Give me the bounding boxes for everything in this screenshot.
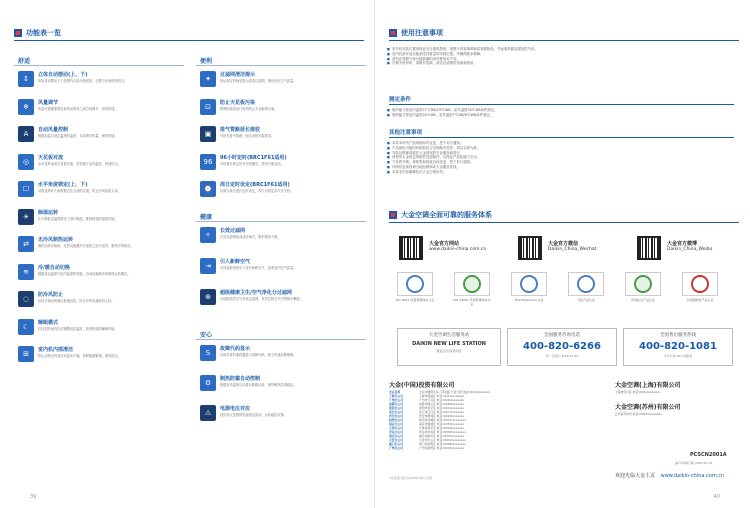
feature-item [18, 346, 173, 362]
category-heading: 安心 [200, 332, 213, 339]
note-item: ■ 请使用大金指定的配件及选购件，以保证产品性能与安全。 [387, 155, 737, 160]
feature-icon: ⚙ [200, 375, 216, 391]
feature-description: 风向自动摆动上下范围内自如分配送风，让整个房间舒适均匀。 [38, 79, 128, 83]
office-city: 成都分公司 [389, 402, 403, 406]
feature-icon: ◎ [18, 154, 34, 170]
office-city: 青岛分公司 [389, 430, 403, 434]
note-item: ■ 室外机安装位置请保证充分通风散热，周围不得有障碍物或易燃物品，并远离热源及腐蚀性气体。 [387, 47, 737, 52]
note-item: ■ 请勿在易燃气体可能泄漏的场所使用本产品。 [387, 57, 737, 62]
footer-note: *本目录内容以2020年10月为准 [389, 476, 432, 480]
company-shanghai-address: 上海市闵行区 电话:(021)xxxxxxxx [615, 390, 660, 394]
office-address: 成都市锦江区 电话:(028)xxxxxxxx [419, 402, 464, 406]
website-link[interactable]: www.daikin-china.com.cn [660, 473, 725, 479]
feature-title: 自动风量控制 [38, 127, 69, 133]
feature-icon: ↕ [18, 71, 34, 87]
notice-list [387, 47, 737, 66]
feature-icon: ◌ [18, 291, 34, 307]
feature-title: 无冷风制热运转 [38, 237, 74, 243]
section-mark-icon [389, 211, 397, 219]
feature-title: 引入新鲜空气 [220, 259, 251, 265]
feature-item [18, 99, 173, 115]
office-address: 厦门市思明区 电话:(0592)xxxxxxxx [419, 442, 466, 446]
feature-item [18, 181, 173, 197]
feature-icon: ✧ [200, 227, 216, 243]
conditions-list [387, 108, 737, 118]
office-list [389, 390, 619, 450]
office-address: 上海市黄浦区 电话:(021)xxxxxxxx [419, 394, 464, 398]
company-china-name: 大金(中国)投资有限公司 [389, 382, 455, 389]
qr-label-weibo: 大金官方微博 Daikin_China_Weibo [667, 241, 713, 252]
service-heading: 大金空调全面可靠的服务体系 [389, 210, 492, 220]
feature-title: 故障代码显示 [220, 346, 251, 352]
conditions-heading: 测定条件 [389, 97, 412, 103]
office-address: 杭州市西湖区 电话:(0571)xxxxxxxx [419, 418, 466, 422]
feature-icon: ❄ [18, 99, 34, 115]
office-city: 重庆分公司 [389, 434, 403, 438]
note-item: ■ 安装及维修请委托大金授权的专业服务商进行。 [387, 151, 737, 156]
right-page [375, 0, 750, 508]
feature-item [200, 405, 355, 421]
office-address: 武汉市江汉区 电话:(027)xxxxxxxx [419, 410, 464, 414]
office-address: 西安市碑林区 电话:(029)xxxxxxxx [419, 414, 464, 418]
feature-description: 运转开始后风扇以低速运转，防止冷风直接吹向人体。 [38, 299, 115, 303]
qr-label-website: 大金官方网站 www.daikin-china.com.cn [429, 241, 487, 252]
feature-description: 特殊的送风设计有效防止天花板被污染。 [220, 106, 278, 111]
heading-rule [14, 40, 364, 41]
feature-icon: ⚠ [200, 405, 216, 421]
certification-badge [625, 272, 661, 296]
office-city: 厦门分公司 [389, 442, 403, 446]
certification-caption: ISO 14001 环境管理体系认证 [453, 298, 491, 306]
feature-title: 制热防霜自动控制 [220, 376, 261, 382]
section-mark-icon [389, 29, 397, 37]
feature-description: 可选配高效空气净化过滤网，有效去除空气中的微小颗粒。 [220, 297, 303, 301]
note-item: ■ 详细信息请咨询当地经销商或大金服务热线。 [387, 165, 737, 170]
page-number: 40 [713, 494, 720, 500]
office-row [389, 446, 619, 450]
category-rule [196, 65, 366, 66]
office-city: 南京分公司 [389, 422, 403, 426]
office-city: 上海分公司 [389, 394, 403, 398]
certification-seal-icon [520, 275, 538, 293]
feature-item [200, 345, 355, 361]
office-address: 大连市中山区 电话:(0411)xxxxxxxx [419, 438, 466, 442]
feature-title: 防冷风防止 [38, 292, 64, 298]
service-rule [389, 222, 739, 223]
feature-description: 长效过滤网免清洁时间长，维护简单方便。 [220, 235, 281, 239]
consult-hotline-number[interactable]: 400-820-6266 [523, 341, 601, 352]
feature-item [18, 319, 173, 335]
note-item: ■ 产品的外观、规格等如因改良而变更，恕不另行通知。 [387, 160, 737, 165]
feature-description: 出现异常时遥控器显示故障代码，便于快速诊断维修。 [220, 353, 297, 357]
page-number: 39 [30, 494, 37, 500]
feature-icon: ✦ [200, 71, 216, 87]
feature-icon: ▣ [200, 126, 216, 142]
conditions-rule [389, 104, 734, 105]
certification-badge [511, 272, 547, 296]
note-item: ■ 本样本内容解释权归大金空调所有。 [387, 170, 737, 175]
category-heading: 便利 [200, 58, 213, 65]
feature-icon: ≋ [18, 264, 34, 280]
other-notes-heading: 其他注意事项 [389, 130, 423, 136]
feature-title: 室内机内部清洁 [38, 347, 74, 353]
office-address: 青岛市市南区 电话:(0532)xxxxxxxx [419, 430, 466, 434]
heading-rule [389, 40, 739, 41]
feature-title: 风量调节 [38, 99, 59, 106]
qr-label-wechat: 大金官方微信 Daikin_China_Wechat [548, 241, 597, 252]
catalog-sub: 编号/印刷日期 2020.10 A5 [675, 461, 713, 465]
feature-icon: ⇄ [18, 236, 34, 252]
office-address: 南京市鼓楼区 电话:(025)xxxxxxxx [419, 422, 464, 426]
other-notes-rule [389, 137, 734, 138]
certification-seal-icon [577, 275, 595, 293]
catalog-code: PCSCN2001A [690, 452, 727, 458]
feature-icon: ⊕ [200, 289, 216, 305]
feature-description: 适应较大范围的电源电压波动，运转稳定可靠。 [220, 413, 287, 417]
feature-title: 96小时定时(BRC1F61适用) [220, 154, 287, 161]
footer-slogan: 欢迎光临大金主页 www.daikin-china.com.cn [615, 473, 725, 479]
company-suzhou-address: 江苏省苏州市 电话:(0512)xxxxxxxx [615, 412, 662, 416]
feature-icon: ☾ [18, 319, 34, 335]
feature-item [200, 227, 355, 243]
note-item: ■ 长期不使用时，请断开电源，清洁过滤网后再重新使用。 [387, 61, 737, 66]
office-city: 武汉分公司 [389, 410, 403, 414]
feature-icon: ⊞ [18, 346, 34, 362]
certification-badge [568, 272, 604, 296]
feature-item [200, 99, 355, 115]
feature-title: 长效过滤网 [220, 228, 246, 234]
feature-item [200, 71, 355, 87]
certification-badge [682, 272, 718, 296]
feature-title: 水平角度锁定(上、下) [38, 182, 88, 188]
feature-description: 根据室温与设定温度的温差，自动调节风量，保持舒适。 [38, 134, 118, 138]
certification-caption: TÜV Rheinland 认证 [514, 298, 544, 302]
feature-icon: ⊡ [200, 99, 216, 115]
feature-description: 制热运转开始时，在热交换器充分加热之前不送风，避免冷风吹出。 [38, 244, 134, 248]
qr-code-weibo[interactable] [637, 236, 661, 260]
note-item: ■ 本样本所列产品规格如有变更，恕不另行通知。 [387, 141, 737, 146]
note-item: ■ 产品颜色可能因印刷原因与实物略有差异，请以实物为准。 [387, 146, 737, 151]
feature-description: 到达规定时间后提示清洁过滤网，保持良好空气质量。 [220, 79, 297, 83]
qr-code-wechat[interactable] [518, 236, 542, 260]
feature-description: 停止运转后内部自动送风干燥，抑制霉菌繁殖，保持清洁。 [38, 354, 121, 358]
certification-seal-icon [406, 275, 424, 293]
office-city: 杭州分公司 [389, 418, 403, 422]
feature-item [200, 154, 355, 170]
feature-item [18, 154, 173, 170]
feature-icon: ☀ [18, 209, 34, 225]
note-item: ■ 室内机请安装在能承受其重量的牢固位置，并确保排水顺畅。 [387, 52, 737, 57]
certification-seal-icon [691, 275, 709, 293]
feature-description: 水平送风形成天花板对流，有效减少室内温差，舒适均匀。 [38, 161, 121, 166]
feature-item [200, 126, 355, 142]
service-hotline-box: 全国售后服务热线 400-820-1081 全年无休 24小时服务 [623, 328, 733, 366]
feature-icon: ⌚ [200, 181, 216, 197]
feature-title: 周日定时设定(BRC1F61适用) [220, 182, 290, 188]
office-address: 北京市朝阳区东三环北路 大金大厦 电话:(010)xxxxxxxx [419, 390, 491, 394]
feature-item [18, 209, 173, 225]
feature-item [200, 258, 355, 274]
certification-caption: ISO 9001 质量管理体系认证 [395, 298, 435, 302]
consult-hotline-box: 全国服务咨询电话 400-820-6266 周一至周日 8:00-17:45 [507, 328, 617, 366]
feature-item [200, 289, 355, 305]
feature-item [18, 264, 173, 280]
office-address: 广州市天河区 电话:(020)xxxxxxxx [419, 398, 464, 402]
feature-icon: 96 [200, 154, 216, 170]
feature-icon: A [18, 126, 34, 142]
office-city: 大连分公司 [389, 438, 403, 442]
feature-description: 可设置多种定时开关机模式，使用方便灵活。 [220, 161, 284, 166]
feature-item [18, 126, 173, 142]
certification-caption: 环境标志产品认证 [630, 298, 655, 302]
company-shanghai-name: 大金空调(上海)有限公司 [615, 382, 681, 389]
office-city: 沈阳分公司 [389, 406, 403, 410]
feature-description: 以周为单位进行定时设定，每天可设定多次开关机。 [220, 189, 294, 193]
feature-description: 在不降低室温的情况下进行除湿，维持舒适的湿度环境。 [38, 216, 118, 221]
office-city: 广州分公司 [389, 398, 403, 402]
feature-title: 超级健康卫生/空气净化分过滤网 [220, 290, 292, 296]
feature-icon: ⇥ [200, 258, 216, 274]
service-hotline-number[interactable]: 400-820-1081 [639, 341, 717, 352]
feature-title: 冷/暖自动切换 [38, 264, 70, 271]
office-address: 沈阳市和平区 电话:(024)xxxxxxxx [419, 406, 464, 410]
other-notes-list [387, 141, 737, 175]
category-rule [196, 221, 366, 222]
feature-item [18, 291, 173, 307]
feature-title: 防止天花板污染 [220, 99, 256, 106]
feature-list-heading: 功能表一览 [14, 28, 61, 38]
office-address: 广州市越秀区 电话:(020)xxxxxxxx [419, 446, 464, 450]
feature-title: 排气管路延长接驳 [220, 127, 261, 133]
certification-seal-icon [634, 275, 652, 293]
office-city: 天津分公司 [389, 426, 403, 430]
certification-caption: 中国强制性产品认证 [686, 298, 714, 302]
certification-badge [454, 272, 490, 296]
feature-description: 在设定时间内自动调整设定温度，营造舒适的睡眠环境。 [38, 326, 118, 331]
office-address: 重庆市渝中区 电话:(023)xxxxxxxx [419, 434, 464, 438]
category-heading: 健康 [200, 214, 213, 221]
section-mark-icon [14, 29, 22, 37]
note-item: ■ 制冷能力按室内温度27℃DB/19℃WB、室外温度35℃DB条件测定。 [387, 108, 737, 113]
feature-title: 立体自动摆动(上、下) [38, 72, 88, 78]
qr-code-website[interactable] [399, 236, 423, 260]
feature-description: 可连接新风管引入室外新鲜空气，改善室内空气质量。 [220, 266, 297, 270]
category-rule [196, 339, 366, 340]
office-city: 西安分公司 [389, 414, 403, 418]
feature-item [18, 236, 173, 252]
feature-title: 除湿运转 [38, 209, 59, 216]
feature-description: 根据室外温度自动进行除霜运转，保持制热效果稳定。 [220, 383, 297, 387]
certification-badge [397, 272, 433, 296]
service-station-box: 大金空调生活服务站 DAIKIN NEW LIFE STATION 覆盖全国 服务网络 [397, 328, 501, 366]
feature-item [200, 375, 355, 391]
category-heading: 舒适 [18, 58, 31, 65]
feature-description: 根据设定温度与室内温度的差值，自动切换制冷或制热运转模式。 [38, 271, 131, 276]
feature-title: 过滤网清洁提示 [220, 72, 256, 78]
notice-heading: 使用注意事项 [389, 28, 443, 38]
company-suzhou-name: 大金空调(苏州)有限公司 [615, 404, 681, 411]
note-item: ■ 制热能力按室内温度20℃DB、室外温度7℃DB/6℃WB条件测定。 [387, 113, 737, 118]
feature-description: 风量可根据需要在低风至高风之间分档调节，送风舒适。 [38, 106, 118, 111]
office-city: 广州分公司 [389, 446, 403, 450]
category-rule [14, 65, 184, 66]
feature-icon: ☐ [18, 181, 34, 197]
office-city: 北京总部 [389, 390, 401, 394]
certification-caption: 节能产品认证 [576, 298, 595, 302]
certification-seal-icon [463, 275, 481, 293]
feature-icon: S [200, 345, 216, 361]
feature-item [200, 181, 355, 197]
feature-title: 睡眠模式 [38, 319, 59, 326]
office-address: 天津市和平区 电话:(022)xxxxxxxx [419, 426, 464, 430]
feature-description: 可将送风叶片角度锁定在合适的位置，防止冷风直吹人体。 [38, 189, 121, 193]
feature-description: 可延长排气管路，配合各种安装需求。 [220, 134, 275, 138]
feature-title: 天花板对流 [38, 154, 64, 161]
feature-item [18, 71, 173, 87]
feature-title: 电源电压对应 [220, 406, 251, 412]
